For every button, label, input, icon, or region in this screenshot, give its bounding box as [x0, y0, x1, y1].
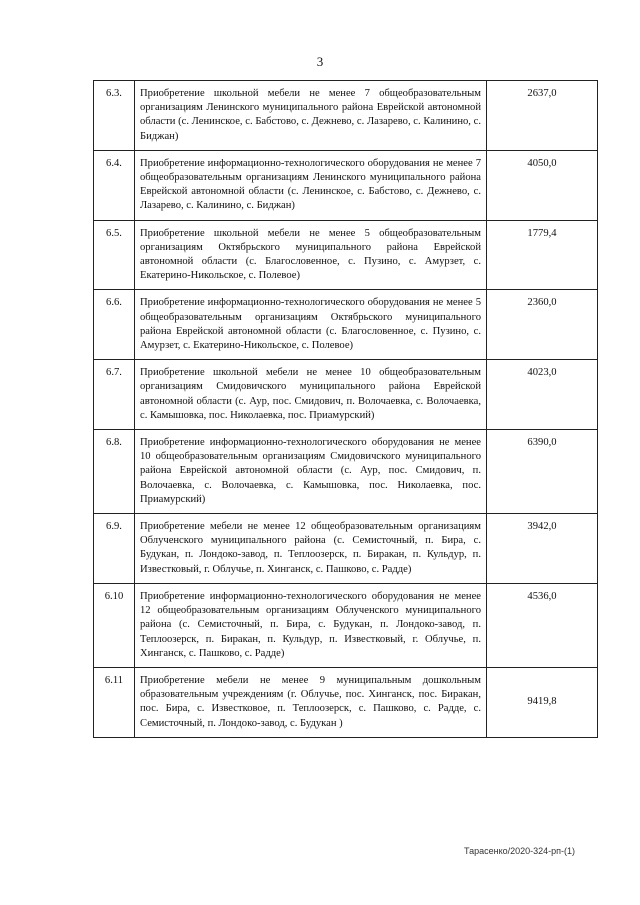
table-row	[94, 583, 598, 667]
item-amount: 2637,0	[487, 81, 598, 151]
item-description: Приобретение школьной мебели не менее 5 общеобразовательным организациям Октябрьского муниципального района Еврейской автономной области (с. Благословенное, с. Пузино, с. Амурзет, с. Екатерино-Никольское, с. Полевое)	[135, 220, 487, 290]
item-description: Приобретение информационно-технологического оборудования не менее 10 общеобразовательным организациям Смидовичского муниципального района Еврейской автономной области (с. Аур, пос. Смидович, п. Волочаевка, с. Волочаевка, с. Камышовка, пос. Николаевка, пос. Приамурский)	[135, 430, 487, 514]
table-row	[94, 360, 598, 430]
table-row	[94, 514, 598, 584]
item-amount: 9419,8	[487, 667, 598, 737]
item-number: 6.9.	[94, 514, 135, 584]
page-number: 3	[316, 54, 324, 69]
item-description: Приобретение информационно-технологического оборудования не менее 7 общеобразовательным организациям Ленинского муниципального района Еврейской автономной области (с. Ленинское, с. Бабстово, с. Дежнево, с. Лазарево, с. Калинино, с. Биджан)	[135, 150, 487, 220]
item-amount: 4023,0	[487, 360, 598, 430]
item-number: 6.8.	[94, 430, 135, 514]
item-description: Приобретение школьной мебели не менее 10 общеобразовательным организациям Смидовичского муниципального района Еврейской автономной области (с. Аур, пос. Смидович, п. Волочаевка, с. Волочаевка, с. Камышовка, пос. Николаевка, пос. Приамурский)	[135, 360, 487, 430]
document-footer-reference: Тарасенко/2020-324-рп-(1)	[464, 846, 576, 856]
item-amount: 2360,0	[487, 290, 598, 360]
item-amount: 6390,0	[487, 430, 598, 514]
item-description: Приобретение мебели не менее 9 муниципальным дошкольным образовательным учреждениям (г. Облучье, пос. Хинганск, пос. Биракан, пос. Бира, с. Известковое, п. Теплоозерск, с. Пашково, с. Радде, с. Семисточный, п. Лондоко-завод, с. Будукан )	[135, 667, 487, 737]
item-amount: 3942,0	[487, 514, 598, 584]
item-number: 6.10	[94, 583, 135, 667]
items-table	[93, 80, 598, 738]
item-description: Приобретение информационно-технологического оборудования не менее 12 общеобразовательным организациям Облученского муниципального района (с. Семисточный, п. Бира, с. Будукан, п. Лондоко-завод, п. Теплоозерск, п. Биракан, п. Кульдур, п. Известковый, г. Облучье, п. Хинганск, с. Пашково, с. Радде)	[135, 583, 487, 667]
item-amount: 1779,4	[487, 220, 598, 290]
table-row	[94, 220, 598, 290]
item-description: Приобретение мебели не менее 12 общеобразовательным организациям Облученского муниципального района (с. Семисточный, п. Бира, с. Будукан, п. Лондоко-завод, п. Теплоозерск, п. Биракан, п. Кульдур, п. Известковый, г. Облучье, п. Хинганск, с. Пашково, с. Радде)	[135, 514, 487, 584]
item-number: 6.4.	[94, 150, 135, 220]
table-row	[94, 667, 598, 737]
item-number: 6.3.	[94, 81, 135, 151]
item-amount: 4050,0	[487, 150, 598, 220]
item-amount: 4536,0	[487, 583, 598, 667]
item-description: Приобретение информационно-технологического оборудования не менее 5 общеобразовательным организациям Октябрьского муниципального района Еврейской автономной области (с. Благословенное, с. Пузино, с. Амурзет, с. Екатерино-Никольское, с. Полевое)	[135, 290, 487, 360]
item-number: 6.5.	[94, 220, 135, 290]
table-row	[94, 430, 598, 514]
table-row	[94, 290, 598, 360]
item-description: Приобретение школьной мебели не менее 7 общеобразовательным организациям Ленинского муниципального района Еврейской автономной области (с. Ленинское, с. Бабстово, с. Дежнево, с. Лазарево, с. Калинино, с. Биджан)	[135, 81, 487, 151]
item-number: 6.6.	[94, 290, 135, 360]
table-row	[94, 81, 598, 151]
table-row	[94, 150, 598, 220]
item-number: 6.11	[94, 667, 135, 737]
item-number: 6.7.	[94, 360, 135, 430]
